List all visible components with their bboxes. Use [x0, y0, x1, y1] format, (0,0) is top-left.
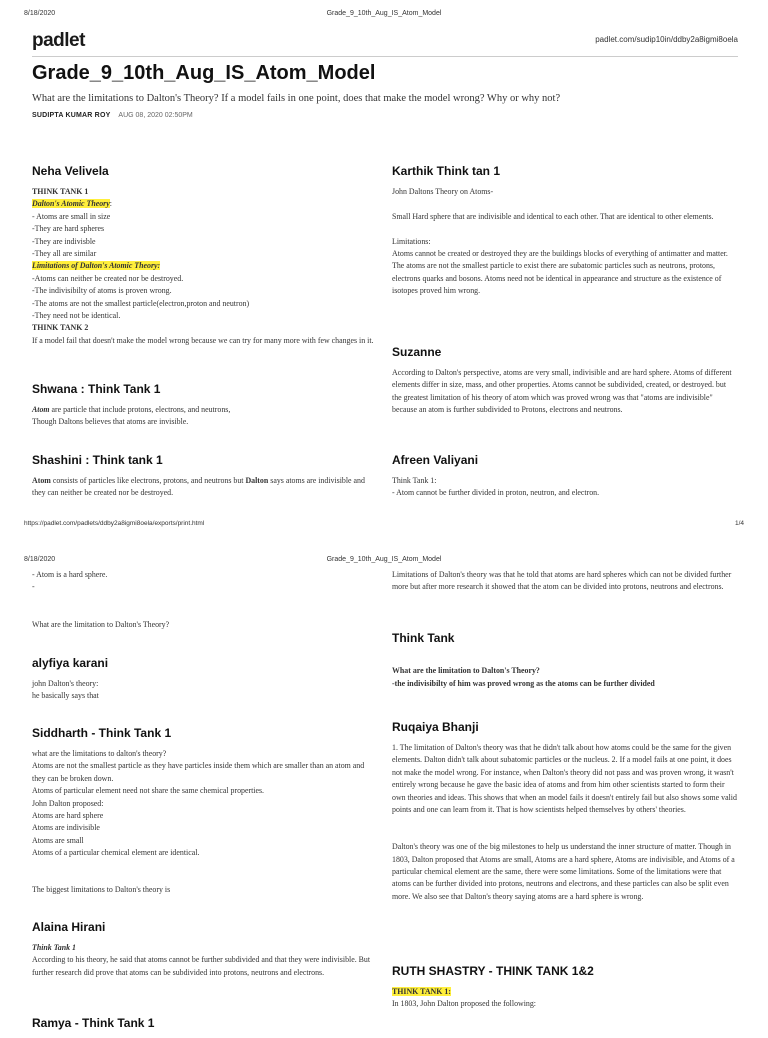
- page-number: 1/4: [734, 520, 744, 527]
- post-body: John Daltons Theory on Atoms- Small Hard sphere that are indivisible and identical to each other. That are identical to other elements. Limitations: Atoms cannot be created or destroyed they are the buildings blocks of everything of antimatter and matter. The atoms are not the smallest particle to exist there are subatomic particles such as neutrons, protons, electrons quarks and bosons. Atoms need not be identical in appearance and structure as the existence of isotopes proved him wrong.: [392, 187, 728, 296]
- post-title: RUTH SHASTRY - THINK TANK 1&2: [392, 964, 594, 978]
- post-body: 1. The limitation of Dalton's theory was that he didn't talk about how atoms could be the same for the given elements. Dalton didn't talk about subatomic particles or the nucleus. 2. If a model fails at one point, it does not make the model wrong. For instance, when Dalton's theory did not pass and was proven wrong, it wasn't entirely wrong because he gave the basic idea of atoms and from him other scientists started to form their own theories and ideas. This shows that when an model fails it doesn't entirely fail but also shows some valid points and one can learn from it. That is how scientists helped themselves by others' theories. Dalton's theory was one of the big milestones to help us understand the inner structure of matter. Though in 1803, Dalton proposed that Atoms are small, Atoms are a hard sphere, Atoms are indivisible, and Atoms of a particular chemical element are the same, there were some limitations. Some of the limitations were that atoms can be further divided into protons, neutrons and electrons, and these particles can also be split even more. We also see that Dalton's theory saying atoms are a hard sphere is wrong.: [392, 743, 737, 901]
- post-body: Think Tank 1: - Atom cannot be further divided in proton, neutron, and electron.: [392, 476, 600, 498]
- post-title: alyfiya karani: [32, 656, 109, 670]
- post-body: Atom consists of particles like electrons, protons, and neutrons but Dalton says atoms are indivisible and they can neither be created nor be destroyed.: [32, 476, 365, 498]
- post-shashini: [32, 453, 377, 500]
- post-title: Afreen Valiyani: [392, 453, 479, 467]
- post-body: what are the limitations to dalton's theory? Atoms are not the smallest particle as they have particles inside them which are smaller than an atom and they can be broken down. Atoms of particular element need not share the same chemical properties. John Dalton proposed: Atoms are hard sphere Atoms are indivisible Atoms are small Atoms of a particular chemical element are identical. The biggest limitations to Dalton's theory is: [32, 749, 365, 895]
- post-title: Think Tank: [392, 631, 455, 645]
- page-title: Grade_9_10th_Aug_IS_Atom_Model: [32, 62, 376, 84]
- post-shwana: [32, 382, 377, 429]
- post-title: Ruqaiya Bhanji: [392, 720, 479, 734]
- post-ruth: [392, 964, 737, 1011]
- print-date: 8/18/2020: [24, 556, 56, 563]
- post-siddharth: [32, 726, 377, 897]
- post-body: What are the limitation to Dalton's Theory? -the indivisibilty of him was proved wrong as the atoms can be further divided: [392, 666, 655, 688]
- post-think-tank: [392, 631, 737, 690]
- post-ruqaiya: [392, 720, 737, 903]
- footer-url[interactable]: https://padlet.com/padlets/ddby2a8igmi8oela/exports/print.html: [24, 520, 205, 527]
- post-body: Think Tank 1 According to his theory, he said that atoms cannot be further subdivided and that they were indivisible. But further research did prove that atoms can be subdivided into protons, neutrons and electrons.: [32, 943, 371, 977]
- post-title: Karthik Think tan 1: [392, 164, 501, 178]
- print-title: Grade_9_10th_Aug_IS_Atom_Model: [326, 10, 442, 17]
- author-line: [32, 112, 193, 119]
- post-body: According to Dalton's perspective, atoms are very small, indivisible and are hard sphere. Atoms of different elements differ in size, mass, and other properties. Atoms cannot be subdivided, created, or destroyed. but the greatest limitation of his theory of atom which was proved wrong was that "atoms are indivisible" because an atom is further subdivided to Protons, electrons and neutrons.: [392, 368, 732, 415]
- post-body: THINK TANK 1 Dalton's Atomic Theory: - Atoms are small in size -They are hard spheres -They are indivisble -They all are similar Limitations of Dalton's Atomic Theory: -Atoms can neither be created nor be destroyed. -The indivisibilty of atoms is proven wrong. -The atoms are not the smallest particle(electron,proton and neutron) -They need not be identical. THINK TANK 2 If a model fail that doesn't make the model wrong because we can try for many more with few changes in it.: [32, 187, 374, 345]
- divider: [32, 56, 738, 57]
- post-title: Shashini : Think tank 1: [32, 453, 163, 467]
- post-body: Atom are particle that include protons, electrons, and neutrons, Though Daltons believes that atoms are invisible.: [32, 405, 231, 427]
- post-body: THINK TANK 1: In 1803, John Dalton proposed the following:: [392, 987, 536, 1009]
- post-alaina: [32, 920, 377, 979]
- post-title: Neha Velivela: [32, 164, 109, 178]
- post-title: Ramya - Think Tank 1: [32, 1016, 155, 1030]
- padlet-logo[interactable]: padlet: [32, 30, 85, 51]
- print-date: 8/18/2020: [24, 10, 56, 17]
- post-ramya: [32, 1016, 377, 1038]
- print-footer: [24, 520, 744, 527]
- page-subtitle: What are the limitations to Dalton's Theory? If a model fails in one point, does that make the model wrong? Why or why not?: [32, 93, 561, 104]
- post-neha: [32, 164, 377, 347]
- post-body: john Dalton's theory: he basically says that: [32, 679, 99, 701]
- padlet-url[interactable]: padlet.com/sudip10in/ddby2a8igmi8oela: [595, 35, 738, 44]
- post-afreen: [392, 453, 737, 500]
- print-title: Grade_9_10th_Aug_IS_Atom_Model: [326, 556, 442, 563]
- author-name: SUDIPTA KUMAR ROY: [32, 112, 111, 119]
- post-suzanne-continued: Limitations of Dalton's theory was that he told that atoms are hard spheres which can not be divided further more but after more research it showed that the atom can be divided into protons, neutrons and electrons.: [392, 570, 732, 592]
- post-title: Shwana : Think Tank 1: [32, 382, 161, 396]
- post-title: Suzanne: [392, 345, 442, 359]
- post-date: AUG 08, 2020 02:50PM: [118, 112, 193, 119]
- post-afreen-continued: - Atom is a hard sphere. - What are the limitation to Dalton's Theory?: [32, 570, 170, 629]
- post-title: Siddharth - Think Tank 1: [32, 726, 172, 740]
- post-suzanne: [392, 345, 737, 417]
- post-karthik: [392, 164, 737, 298]
- post-title: Alaina Hirani: [32, 920, 106, 934]
- post-alfiya: [32, 656, 377, 703]
